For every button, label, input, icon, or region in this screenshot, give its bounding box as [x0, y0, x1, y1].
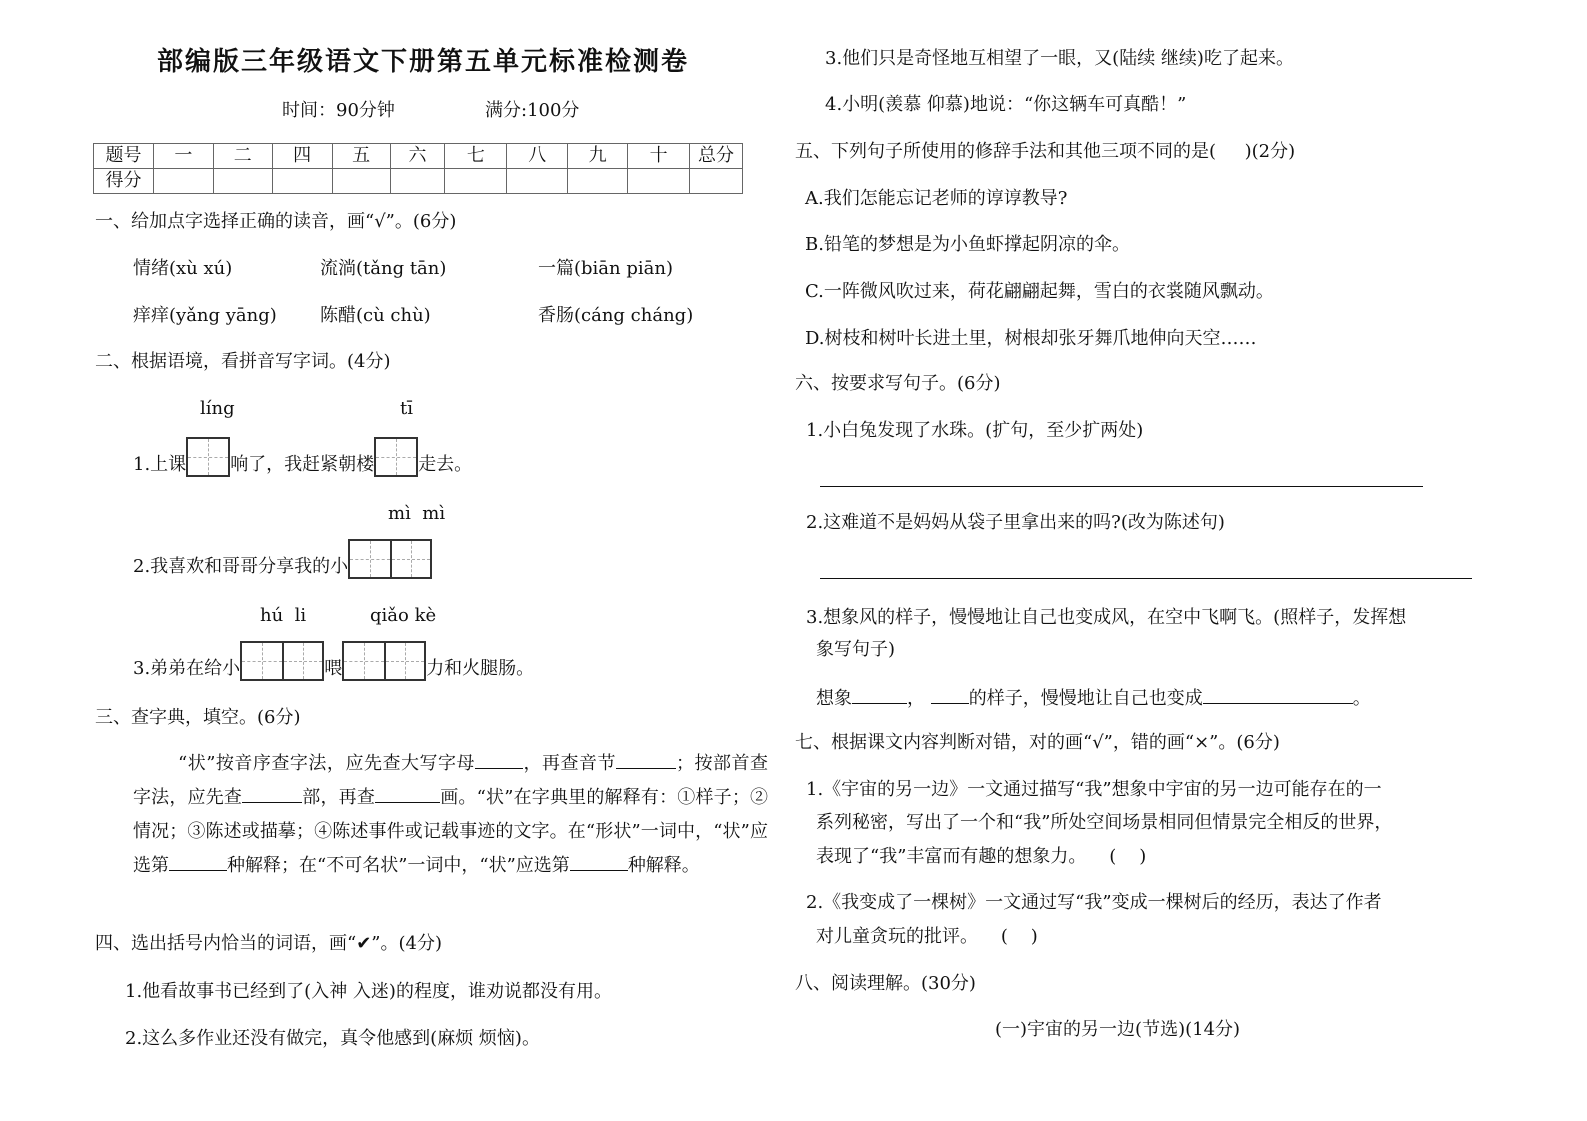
table-cell: 五	[332, 144, 390, 169]
score-cell[interactable]	[390, 169, 445, 194]
q-text: 响了，我赶紧朝楼	[230, 454, 375, 475]
q-text: 走去。	[418, 454, 473, 475]
text: 。	[1352, 688, 1371, 709]
fill-blank[interactable]	[931, 685, 969, 704]
s1-item: 陈醋(cù chù)	[320, 305, 431, 326]
s5-option: D.树枝和树叶长进土里，树根却张牙舞爪地伸向天空……	[805, 328, 1257, 349]
q-text: 3.弟弟在给小	[133, 658, 241, 679]
table-cell: 十	[628, 144, 690, 169]
section-7-heading: 七、根据课文内容判断对错，对的画“√”，错的画“×”。(6分)	[795, 732, 1280, 753]
text: ，再查音节	[522, 753, 616, 774]
s4-item: 1.他看故事书已经到了(入神 入迷)的程度，谁劝说都没有用。	[125, 981, 612, 1002]
writing-box[interactable]	[342, 641, 426, 681]
text: 想象	[816, 688, 852, 709]
section-1-heading: 一、给加点字选择正确的读音，画“√”。(6分)	[95, 211, 457, 232]
writing-box[interactable]	[186, 437, 230, 477]
s1-item: 香肠(cáng cháng)	[538, 305, 694, 326]
section-3-heading: 三、查字典，填空。(6分)	[95, 707, 301, 728]
answer-line[interactable]	[820, 578, 1472, 579]
table-cell: 九	[568, 144, 628, 169]
text: ，	[907, 688, 925, 709]
table-cell: 得分	[94, 169, 154, 194]
s4-item: 4.小明(羡慕 仰慕)地说：“你这辆车可真酷！”	[825, 94, 1187, 115]
s5-option: B.铅笔的梦想是为小鱼虾撑起阴凉的伞。	[805, 234, 1130, 255]
score-cell[interactable]	[332, 169, 390, 194]
score-cell[interactable]	[690, 169, 743, 194]
text: 部，再查	[302, 787, 376, 808]
s5-option: C.一阵微风吹过来，荷花翩翩起舞，雪白的衣裳随风飘动。	[805, 281, 1274, 302]
section-4-heading: 四、选出括号内恰当的词语，画“✔”。(4分)	[95, 933, 442, 954]
text: ；按部首查字法，应先查	[133, 753, 769, 808]
pinyin: qiǎo kè	[370, 605, 437, 626]
score-cell[interactable]	[445, 169, 507, 194]
s5-option: A.我们怎能忘记老师的谆谆教导?	[805, 188, 1068, 209]
s6-q3: 3.想象风的样子，慢慢地让自己也变成风，在空中飞啊飞。(照样子，发挥想	[806, 607, 1407, 628]
score-cell[interactable]	[568, 169, 628, 194]
text: 的样子，慢慢地让自己也变成	[968, 688, 1203, 709]
score-cell[interactable]	[272, 169, 332, 194]
score-cell[interactable]	[628, 169, 690, 194]
fill-blank[interactable]	[169, 852, 227, 871]
q-text: 喂	[324, 658, 343, 679]
section-2-heading: 二、根据语境，看拼音写字词。(4分)	[95, 351, 391, 372]
table-cell: 七	[445, 144, 507, 169]
q-text: 力和火腿肠。	[426, 658, 535, 679]
reading-subheading: (一)宇宙的另一边(节选)(14分)	[995, 1019, 1241, 1040]
fill-blank[interactable]	[375, 784, 440, 803]
fill-blank[interactable]	[1203, 685, 1353, 704]
s6-q3: 象写句子)	[816, 639, 896, 660]
s4-item: 3.他们只是奇怪地互相望了一眼，又(陆续 继续)吃了起来。	[825, 48, 1294, 69]
q-text: 2.我喜欢和哥哥分享我的小	[133, 556, 349, 577]
pinyin: líng	[200, 398, 235, 419]
s3-paragraph	[133, 747, 768, 883]
writing-box[interactable]	[240, 641, 324, 681]
s1-item: 流淌(tǎng tān)	[320, 258, 447, 279]
full-score: 满分:100分	[485, 100, 580, 121]
table-cell: 题号	[94, 144, 154, 169]
text: 种解释；在“不可名状”一词中，“状”应选第	[227, 855, 570, 876]
s6-q3-fill	[816, 685, 1371, 711]
score-cell[interactable]	[153, 169, 213, 194]
s7-q1: 1.《宇宙的另一边》一文通过描写“我”想象中宇宙的另一边可能存在的一	[806, 779, 1382, 800]
exam-time: 时间：90分钟	[282, 100, 395, 121]
fill-blank[interactable]	[616, 750, 676, 769]
s7-q2: 2.《我变成了一棵树》一文通过写“我”变成一棵树后的经历，表达了作者	[806, 892, 1382, 913]
s7-q2: 对儿童贪玩的批评。 ( )	[816, 926, 1038, 947]
table-cell: 四	[272, 144, 332, 169]
table-cell: 六	[390, 144, 445, 169]
q-text: 1.上课	[133, 454, 187, 475]
s1-item: 痒痒(yǎng yāng)	[133, 305, 277, 326]
fill-blank[interactable]	[570, 852, 628, 871]
fill-blank[interactable]	[852, 685, 907, 704]
s1-item: 情绪(xù xú)	[133, 258, 233, 279]
score-table-score-row	[94, 169, 743, 194]
text: “状”按音序查字法，应先查大写字母	[178, 753, 475, 774]
pinyin: mì mì	[388, 503, 446, 524]
s4-item: 2.这么多作业还没有做完，真令他感到(麻烦 烦恼)。	[125, 1028, 540, 1049]
writing-box[interactable]	[374, 437, 418, 477]
fill-blank[interactable]	[475, 750, 523, 769]
s1-item: 一篇(biān piān)	[538, 258, 673, 279]
pinyin: tī	[400, 398, 413, 419]
section-8-heading: 八、阅读理解。(30分)	[795, 973, 976, 994]
s6-q1: 1.小白兔发现了水珠。(扩句，至少扩两处)	[806, 420, 1144, 441]
section-5-heading: 五、下列句子所使用的修辞手法和其他三项不同的是( )(2分)	[795, 141, 1296, 162]
s7-q1: 表现了“我”丰富而有趣的想象力。 ( )	[816, 846, 1147, 867]
fill-blank[interactable]	[242, 784, 302, 803]
score-table-header-row	[94, 144, 743, 169]
score-table	[93, 143, 743, 194]
table-cell: 总分	[690, 144, 743, 169]
table-cell: 八	[507, 144, 568, 169]
s7-q1: 系列秘密，写出了一个和“我”所处空间场景相同但情景完全相反的世界，	[816, 812, 1393, 833]
page-title: 部编版三年级语文下册第五单元标准检测卷	[157, 47, 690, 77]
table-cell: 二	[213, 144, 272, 169]
pinyin: hú li	[260, 605, 307, 626]
table-cell: 一	[153, 144, 213, 169]
writing-box[interactable]	[348, 539, 432, 579]
answer-line[interactable]	[820, 486, 1423, 487]
s6-q2: 2.这难道不是妈妈从袋子里拿出来的吗?(改为陈述句)	[806, 512, 1225, 533]
section-6-heading: 六、按要求写句子。(6分)	[795, 373, 1001, 394]
score-cell[interactable]	[507, 169, 568, 194]
score-cell[interactable]	[213, 169, 272, 194]
text: 画。“状”在字典里的解释有：①样子；②情况；③陈述或描摹；④陈述事件或记载事迹的文字。在“形状”一词中，“状”应选第	[133, 787, 769, 876]
text: 种解释。	[627, 855, 700, 876]
